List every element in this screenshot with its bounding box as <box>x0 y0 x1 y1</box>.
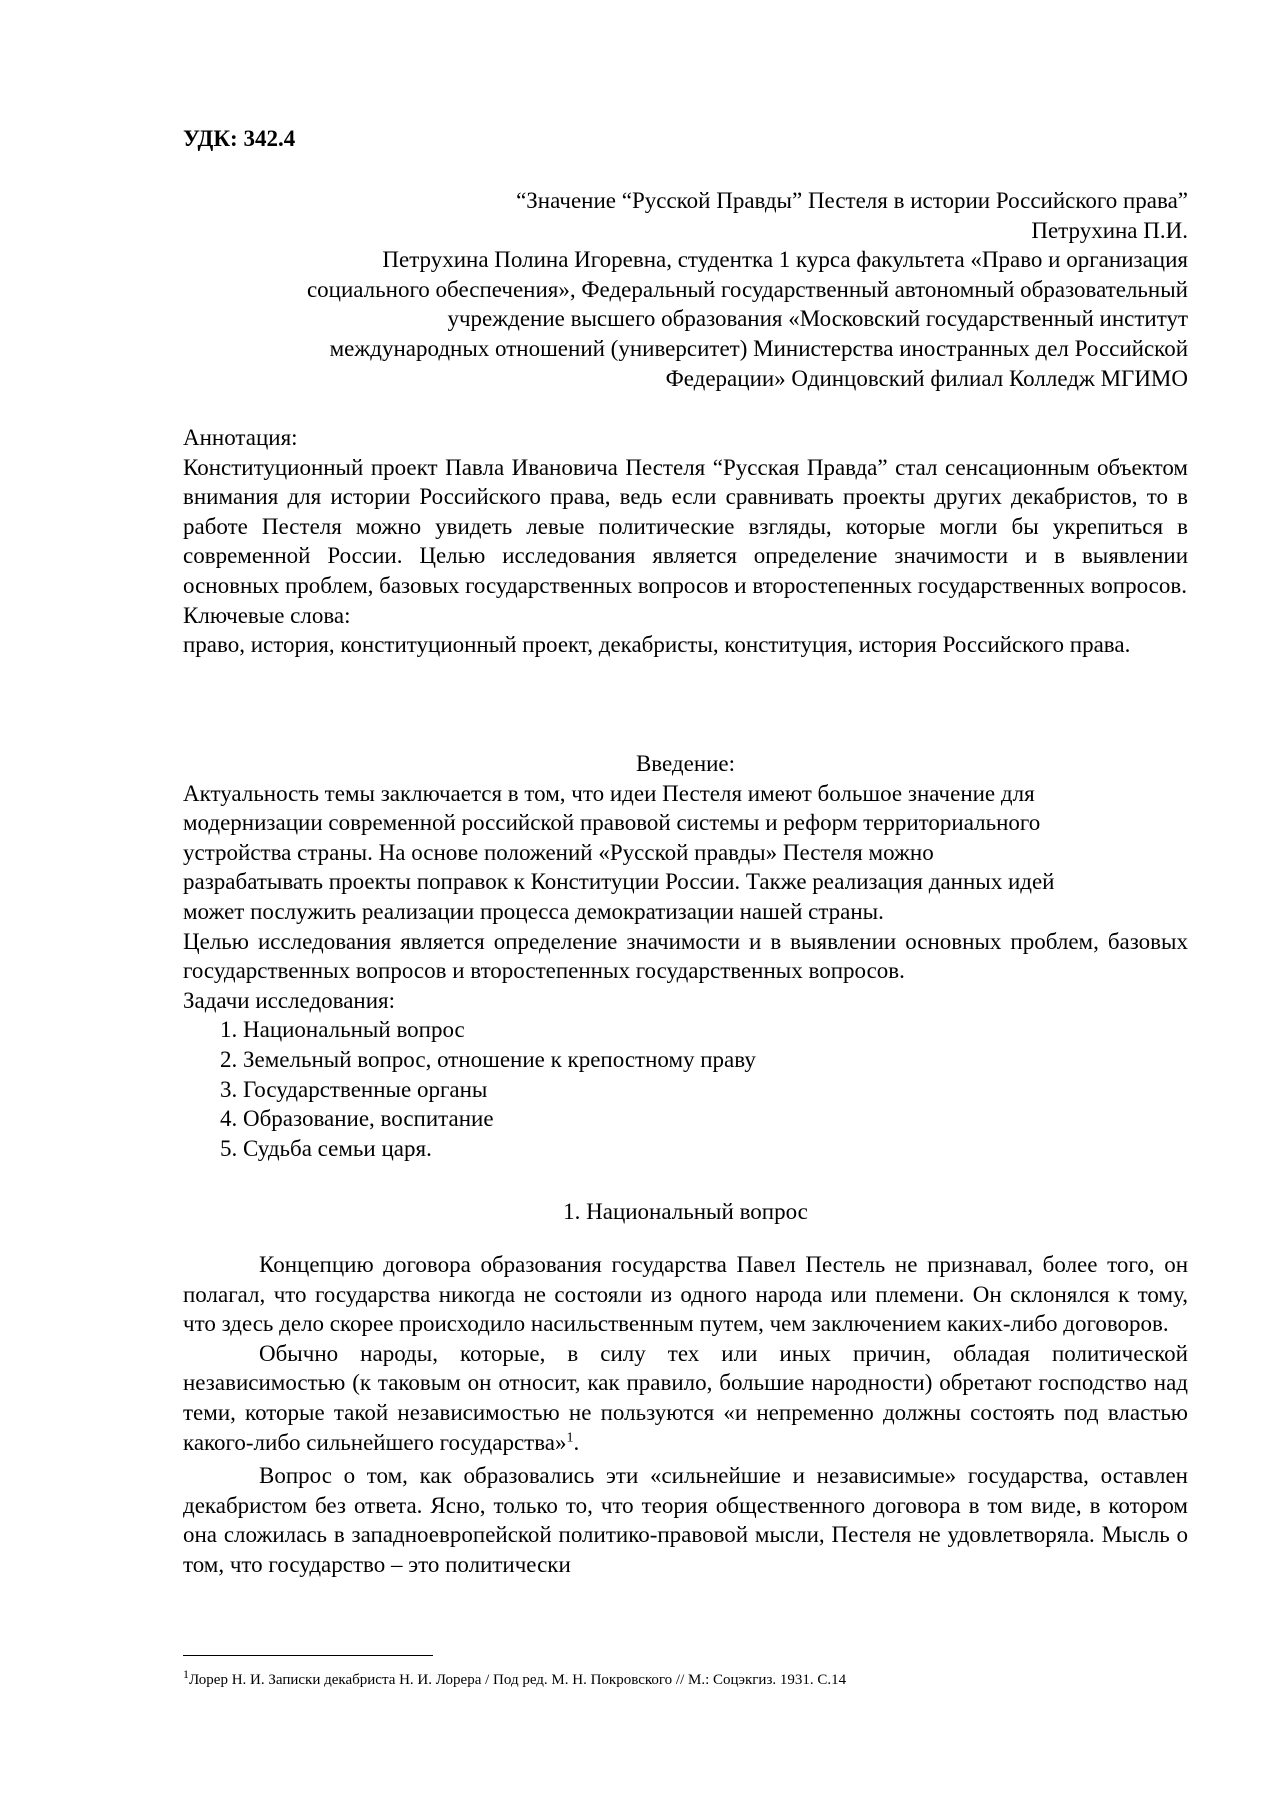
footnote <box>183 1664 846 1690</box>
section1-block <box>183 1197 1188 1227</box>
title-block <box>183 186 1188 393</box>
footnote-mark: 1 <box>183 1667 189 1681</box>
affiliation-line: учреждение высшего образования «Московский государственный институт <box>447 306 1188 332</box>
paragraph-end: . <box>573 1429 580 1455</box>
article-title: “Значение “Русской Правды” Пестеля в истории Российского права” <box>516 188 1188 213</box>
intro-goal: Целью исследования является определение значимости и в выявлении основных проблем, базовых государственных вопросов и второстепенных государственных вопросов. <box>183 928 1188 984</box>
paragraph-text: Обычно народы, которые, в силу тех или иных причин, обладая политической независимостью (к таковым он относит, как правило, большие народности) обретают господство над теми, которые такой независимостью не пользуются «и непременно должны состоять под властью какого-либо сильнейшего государства» <box>183 1340 1188 1455</box>
task-item: 2. Земельный вопрос, отношение к крепостному праву <box>243 1045 1188 1075</box>
intro-line: модернизации современной российской правовой системы и реформ территориального <box>183 810 1041 836</box>
abstract-label: Аннотация: <box>183 425 298 450</box>
task-item: 4. Образование, воспитание <box>243 1104 1188 1134</box>
intro-line: Актуальность темы заключается в том, что идеи Пестеля имеют большое значение для <box>183 780 1035 806</box>
task-item: 1. Национальный вопрос <box>243 1015 1188 1045</box>
affiliation-line: социального обеспечения», Федеральный государственный автономный образовательный <box>306 276 1188 302</box>
section1-heading: 1. Национальный вопрос <box>563 1199 808 1224</box>
affiliation-line: Федерации» Одинцовский филиал Колледж МГИМО <box>665 365 1188 391</box>
paragraph: Вопрос о том, как образовались эти «сильнейшие и независимые» государства, оставлен декабристом без ответа. Ясно, только то, что теория общественного договора в том виде, в котором она сложилась в западноевропейской политико-правовой мысли, Пестеля не удовлетворяла. Мысль о том, что государство – это политически <box>183 1463 1188 1577</box>
intro-line: устройства страны. На основе положений «Русской правды» Пестеля можно <box>183 839 934 865</box>
intro-heading: Введение: <box>635 751 736 776</box>
footnote-text: Лорер Н. И. Записки декабриста Н. И. Лорера / Под ред. М. Н. Покровского // М.: Соцэкгиз. 1931. С.14 <box>189 1672 847 1688</box>
paragraph: Концепцию договора образования государства Павел Пестель не признавал, более того, он полагал, что государства никогда не состояли из одного народа или племени. Он склонялся к тому, что здесь дело скорее происходило насильственным путем, чем заключением каких-либо договоров. <box>183 1252 1188 1337</box>
paragraph <box>183 1339 1188 1457</box>
author-short: Петрухина П.И. <box>1031 217 1188 243</box>
abstract-text: Конституционный проект Павла Ивановича Пестеля “Русская Правда” стал сенсационным объектом внимания для истории Российского права, ведь если сравнивать проекты других декабристов, то в работе Пестеля можно увидеть левые политические взгляды, которые могли бы укрепиться в современной России. Целью исследования является определение значимости и в выявлении основных проблем, базовых государственных вопросов и второстепенных государственных вопросов. <box>183 454 1188 598</box>
task-item: 3. Государственные органы <box>243 1075 1188 1105</box>
intro-line: разрабатывать проекты поправок к Конституции России. Также реализация данных идей <box>183 869 1055 895</box>
intro-line: может послужить реализации процесса демократизации нашей страны. <box>183 898 884 924</box>
affiliation-line: международных отношений (университет) Министерства иностранных дел Российской <box>329 335 1188 361</box>
abstract-block <box>183 423 1188 660</box>
intro-block <box>183 749 1188 1163</box>
udk-code: УДК: 342.4 <box>183 126 296 151</box>
keywords-text: право, история, конституционный проект, декабристы, конституция, история Российского права. <box>183 632 1131 658</box>
keywords-label: Ключевые слова: <box>183 602 351 628</box>
task-item: 5. Судьба семьи царя. <box>243 1134 1188 1164</box>
section1-body <box>183 1250 1188 1580</box>
footnote-separator <box>183 1655 433 1656</box>
tasks-label: Задачи исследования: <box>183 987 396 1013</box>
tasks-list <box>183 1015 1188 1163</box>
affiliation-line: Петрухина Полина Игоревна, студентка 1 курса факультета «Право и организация <box>382 247 1188 273</box>
footnote-ref[interactable]: 1 <box>566 1429 574 1445</box>
